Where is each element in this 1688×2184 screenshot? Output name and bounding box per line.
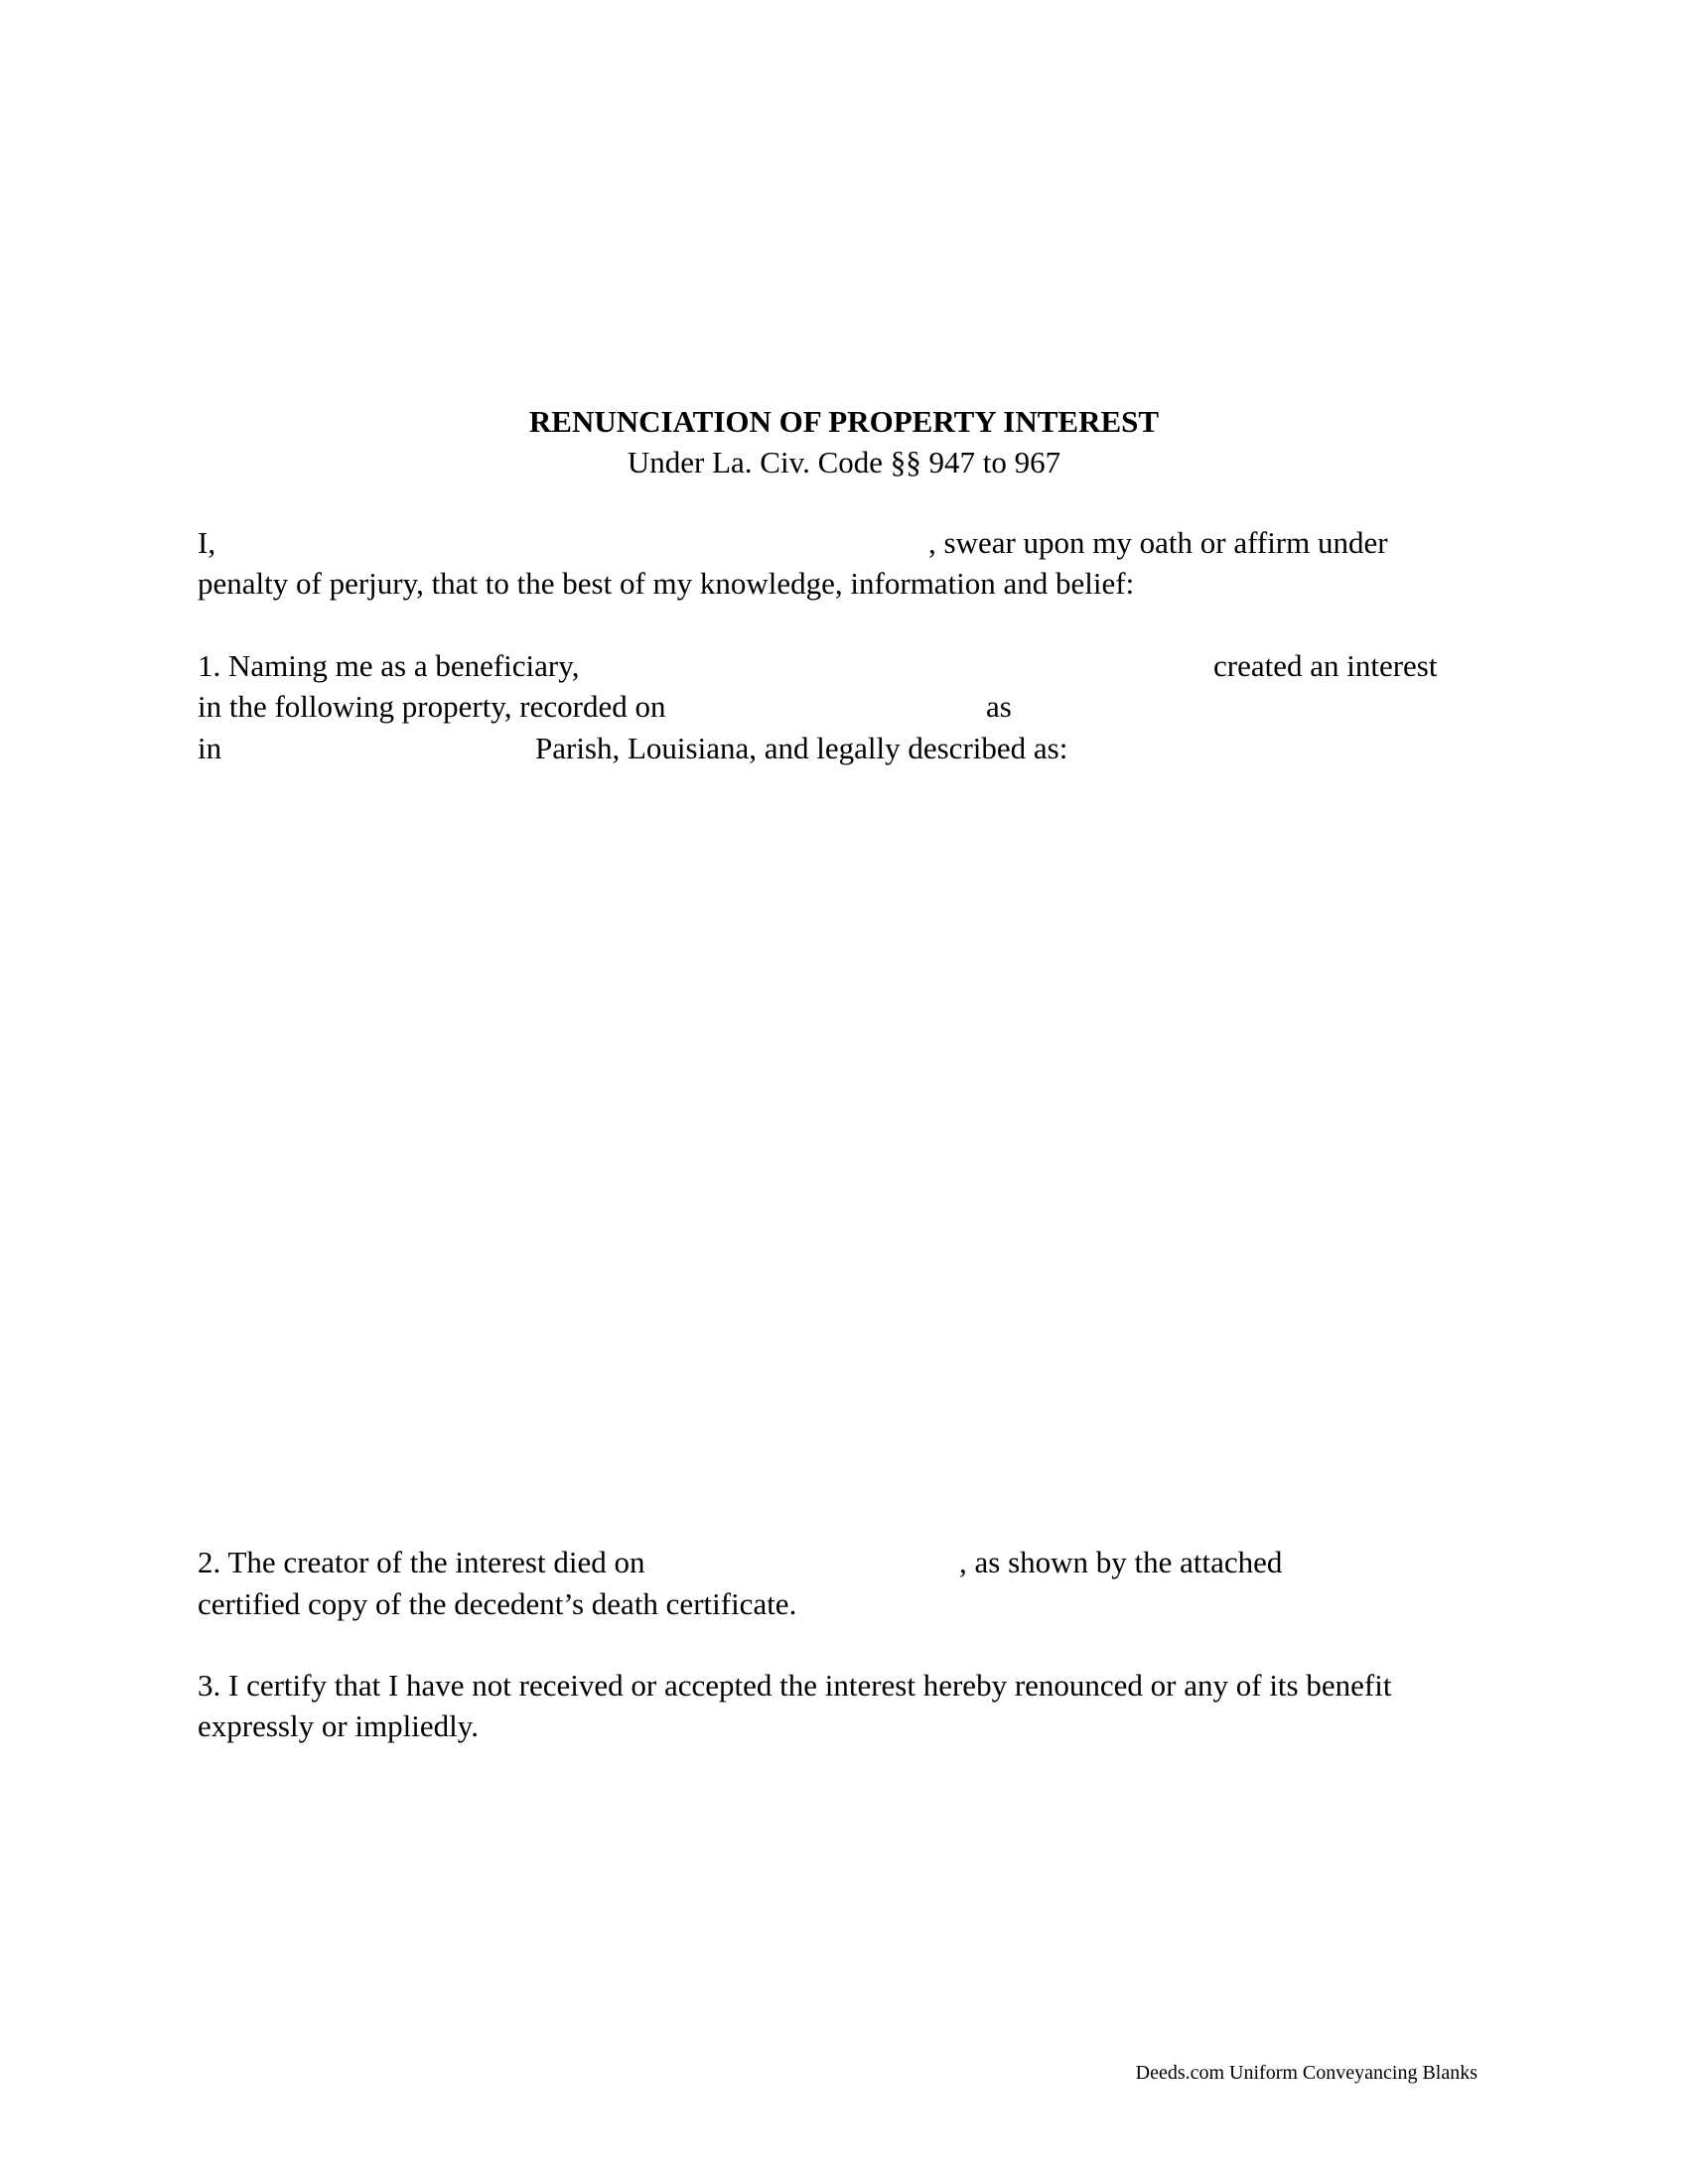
- para2-line1-end: , as shown by the attached: [959, 1545, 1283, 1579]
- para1-line2-mid: as: [986, 689, 1012, 724]
- para1-line3-start: in: [198, 731, 222, 765]
- intro-line2: penalty of perjury, that to the best of my knowledge, information and belief:: [198, 566, 1135, 601]
- para1-line3-end: Parish, Louisiana, and legally described as:: [535, 731, 1068, 765]
- document-subtitle: Under La. Civ. Code §§ 947 to 967: [627, 445, 1061, 479]
- para1-line2-start: in the following property, recorded on: [198, 689, 666, 724]
- para3-line2: expressly or impliedly.: [198, 1708, 479, 1743]
- para3-line1: 3. I certify that I have not received or accepted the interest hereby renounced or any of its benefit: [198, 1668, 1392, 1703]
- para2-line2: certified copy of the decedent’s death certificate.: [198, 1586, 797, 1621]
- document-title: RENUNCIATION OF PROPERTY INTEREST: [528, 404, 1160, 439]
- footer-text: Deeds.com Uniform Conveyancing Blanks: [1135, 2062, 1477, 2084]
- para1-line1-start: 1. Naming me as a beneficiary,: [198, 648, 580, 683]
- intro-line1-start: I,: [198, 525, 216, 560]
- para2-line1-start: 2. The creator of the interest died on: [198, 1545, 645, 1579]
- intro-line1-end: , swear upon my oath or affirm under: [928, 525, 1388, 560]
- para1-line1-end: created an interest: [1213, 648, 1438, 683]
